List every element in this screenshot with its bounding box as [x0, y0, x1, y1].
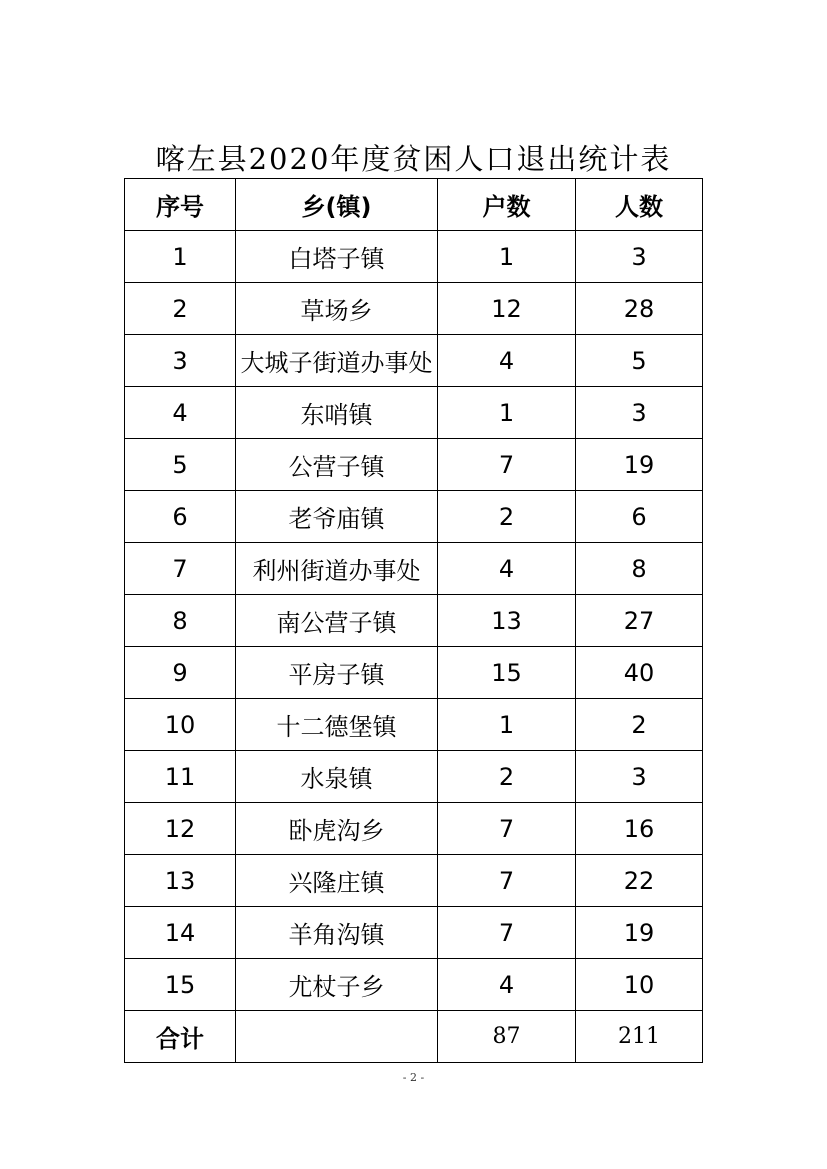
cell-town: 卧虎沟乡	[236, 803, 438, 855]
table-row	[125, 803, 703, 855]
cell-index: 7	[125, 543, 236, 595]
table-row	[125, 647, 703, 699]
cell-people: 40	[576, 647, 703, 699]
cell-town: 草场乡	[236, 283, 438, 335]
page-number: - 2 -	[402, 1071, 425, 1084]
cell-town: 利州街道办事处	[236, 543, 438, 595]
table-row	[125, 335, 703, 387]
cell-households: 7	[438, 439, 576, 491]
cell-households: 7	[438, 855, 576, 907]
table-header-row	[125, 179, 703, 231]
cell-households: 4	[438, 543, 576, 595]
table-row	[125, 855, 703, 907]
cell-people: 3	[576, 387, 703, 439]
cell-people: 27	[576, 595, 703, 647]
cell-town: 东哨镇	[236, 387, 438, 439]
table-row	[125, 439, 703, 491]
cell-households: 15	[438, 647, 576, 699]
table-row	[125, 699, 703, 751]
cell-index: 15	[125, 959, 236, 1011]
cell-index: 14	[125, 907, 236, 959]
total-row	[125, 1011, 703, 1063]
cell-people: 19	[576, 439, 703, 491]
cell-households: 12	[438, 283, 576, 335]
cell-people: 8	[576, 543, 703, 595]
cell-households: 1	[438, 699, 576, 751]
table-row	[125, 751, 703, 803]
cell-people: 3	[576, 231, 703, 283]
cell-index: 3	[125, 335, 236, 387]
cell-households: 1	[438, 231, 576, 283]
cell-index: 11	[125, 751, 236, 803]
cell-households: 2	[438, 751, 576, 803]
header-town: 乡(镇)	[236, 179, 438, 231]
cell-people: 28	[576, 283, 703, 335]
cell-index: 12	[125, 803, 236, 855]
cell-households: 2	[438, 491, 576, 543]
cell-people: 2	[576, 699, 703, 751]
cell-people: 6	[576, 491, 703, 543]
cell-households: 4	[438, 335, 576, 387]
table-row	[125, 907, 703, 959]
table-row	[125, 543, 703, 595]
cell-people: 22	[576, 855, 703, 907]
cell-index: 5	[125, 439, 236, 491]
table-row	[125, 595, 703, 647]
cell-town: 十二德堡镇	[236, 699, 438, 751]
cell-town: 公营子镇	[236, 439, 438, 491]
cell-households: 13	[438, 595, 576, 647]
cell-town: 水泉镇	[236, 751, 438, 803]
header-people: 人数	[576, 179, 703, 231]
table-row	[125, 387, 703, 439]
cell-index: 2	[125, 283, 236, 335]
total-town-cell	[236, 1011, 438, 1063]
cell-town: 羊角沟镇	[236, 907, 438, 959]
cell-index: 13	[125, 855, 236, 907]
table-row	[125, 231, 703, 283]
cell-index: 6	[125, 491, 236, 543]
cell-households: 4	[438, 959, 576, 1011]
cell-households: 7	[438, 907, 576, 959]
header-index: 序号	[125, 179, 236, 231]
total-label: 合计	[125, 1011, 236, 1063]
table-row	[125, 491, 703, 543]
cell-index: 9	[125, 647, 236, 699]
cell-index: 8	[125, 595, 236, 647]
cell-people: 5	[576, 335, 703, 387]
cell-index: 1	[125, 231, 236, 283]
cell-households: 7	[438, 803, 576, 855]
total-people: 211	[576, 1011, 703, 1063]
cell-households: 1	[438, 387, 576, 439]
cell-people: 3	[576, 751, 703, 803]
cell-people: 16	[576, 803, 703, 855]
cell-town: 平房子镇	[236, 647, 438, 699]
cell-index: 4	[125, 387, 236, 439]
cell-town: 兴隆庄镇	[236, 855, 438, 907]
cell-people: 19	[576, 907, 703, 959]
cell-town: 尤杖子乡	[236, 959, 438, 1011]
page-title: 喀左县2020年度贫困人口退出统计表	[155, 142, 672, 176]
total-households: 87	[438, 1011, 576, 1063]
table-row	[125, 283, 703, 335]
table-row	[125, 959, 703, 1011]
cell-town: 南公营子镇	[236, 595, 438, 647]
statistics-table	[124, 178, 703, 1063]
cell-town: 老爷庙镇	[236, 491, 438, 543]
cell-town: 白塔子镇	[236, 231, 438, 283]
header-households: 户数	[438, 179, 576, 231]
cell-town: 大城子街道办事处	[236, 335, 438, 387]
cell-index: 10	[125, 699, 236, 751]
cell-people: 10	[576, 959, 703, 1011]
